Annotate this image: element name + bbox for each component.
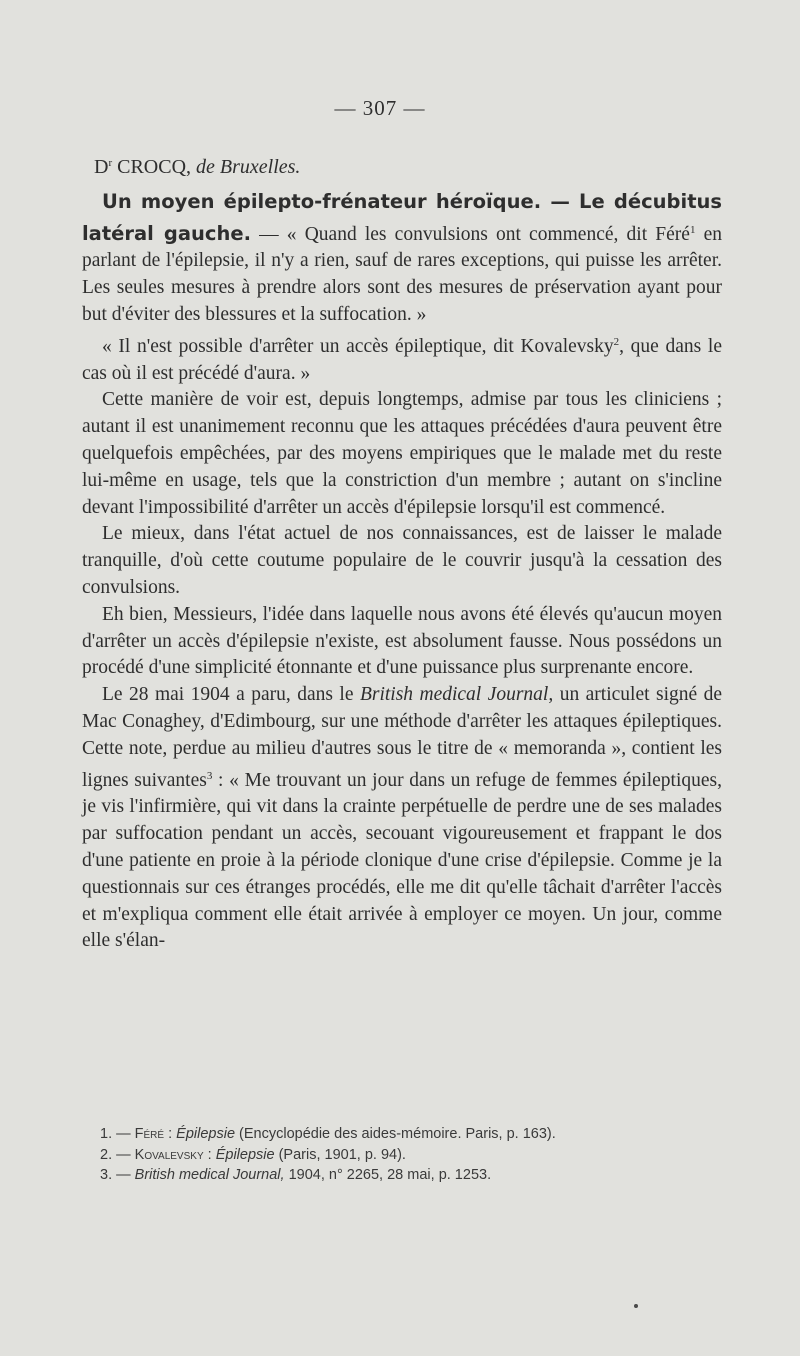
paragraph-6 [82, 682, 722, 955]
footnote-1 [100, 1124, 700, 1145]
footnote-ref-2: 2 [613, 335, 620, 348]
paragraph-5: Eh bien, Messieurs, l'idée dans laquelle nous avons été élevés qu'aucun moyen d'arrêter un accès d'épilepsie n'existe, est absolument fausse. Nous possédons un procédé d'une simplicité étonnante et d'une puissance plus surprenante encore. [82, 603, 722, 679]
footnote-separator: : [164, 1126, 177, 1142]
ink-speck [634, 1304, 638, 1308]
author-prefix: D [94, 156, 109, 178]
footnote-separator: : [203, 1146, 216, 1163]
footnote-number: 2. — [100, 1146, 135, 1163]
author-name: CROCQ, [112, 156, 197, 178]
footnotes [100, 1124, 700, 1186]
paragraph-2 [82, 329, 722, 388]
paragraph-1 [82, 189, 722, 329]
paragraph-6-text-c: : « Me trouvant un jour dans un refuge de femmes épileptiques, je vis l'infirmière, qui vit dans la crainte perpétuelle de perdre une de ses malades par suffocation pendant un accès, secouant vigoureusement et frappant le dos d'une patiente en proie à la période clonique d'une crise d'épilepsie. Comme je la questionnais sur ces étranges procédés, elle me dit qu'elle tâchait d'arrêter l'accès et m'expliqua comment elle était arrivée à employer ce moyen. Un jour, comme elle s'élan- [82, 769, 722, 952]
footnote-author: Féré [134, 1126, 165, 1142]
author-line [94, 150, 722, 181]
paragraph-4: Le mieux, dans l'état actuel de nos connaissances, est de laisser le malade tranquille, d'où cette coutume populaire de le couvrir jusqu'à la cessation des convulsions. [82, 523, 722, 598]
footnote-ref-1: 1 [689, 223, 696, 236]
paragraph-2-text-b: , que dans le cas où il est précédé d'aura. » [82, 335, 722, 384]
paragraph-1-text-b: en parlant de l'épilepsie, il n'y a rien, sauf de rares exceptions, qui puisse les arrêter. Les seules mesures à prendre alors sont des mesures de préservation ayant pour but d'éviter des blessures et la suffocation. » [82, 223, 722, 325]
paragraph-6-text-a: Le 28 mai 1904 a paru, dans le [102, 684, 360, 706]
paragraph-6-text-b: un articulet signé de Mac Conaghey, d'Edimbourg, sur une méthode d'arrêter les attaques épileptiques. Cette note, perdue au milieu d'autres sous le titre de « memoranda », contient les lignes suivantes [82, 684, 723, 791]
footnote-details: (Paris, 1901, p. 94). [274, 1146, 406, 1163]
footnote-details: (Encyclopédie des aides-mémoire. Paris, p. 163). [235, 1126, 556, 1142]
paragraph-1-text-a: — « Quand les convulsions ont commencé, dit Féré [251, 223, 690, 245]
footnote-2 [100, 1145, 700, 1166]
article-body [82, 150, 722, 955]
paragraph-2-text-a: « Il n'est possible d'arrêter un accès épileptique, dit Kovalevsky [102, 335, 614, 357]
footnote-3 [100, 1165, 700, 1186]
footnote-work: Épilepsie [215, 1146, 275, 1163]
paragraph-3: Cette manière de voir est, depuis longtemps, admise par tous les cliniciens ; autant il est unanimement reconnu que les attaques précédées d'aura peuvent être quelquefois empêchées, par des moyens empiriques que le malade met du reste lui-même en usage, tels que la constriction d'un membre ; autant on s'incline devant l'impossibilité d'arrêter un accès d'épilepsie lorsqu'il est commencé. [82, 389, 722, 518]
article-title: Un moyen épilepto-frénateur héroïque. — Le décubitus latéral gauche. [82, 189, 722, 245]
footnote-details: 1904, n° 2265, 28 mai, p. 1253. [284, 1167, 492, 1183]
footnote-work: British medical Journal, [134, 1167, 285, 1183]
footnote-author: Kovalevsky [134, 1146, 204, 1163]
author-place: de Bruxelles. [196, 156, 301, 178]
author-prefix-sup: r [108, 157, 113, 169]
footnote-ref-3: 3 [206, 769, 213, 782]
footnote-number: 3. — [100, 1167, 135, 1183]
journal-title: British medical Journal, [359, 684, 554, 706]
page-number: — 307 — [334, 96, 426, 120]
footnote-work: Épilepsie [176, 1126, 236, 1142]
footnote-number: 1. — [100, 1126, 135, 1142]
